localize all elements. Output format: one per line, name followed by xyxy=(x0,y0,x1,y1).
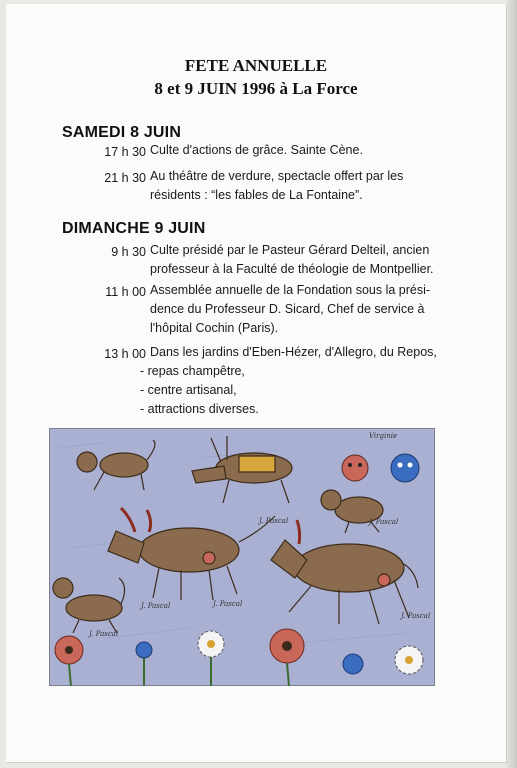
activity-item: - centre artisanal, xyxy=(140,383,237,397)
signature: J. Pascal xyxy=(259,517,289,525)
signature: J. Pascal xyxy=(89,630,119,638)
signature: J. Pascal xyxy=(369,518,399,526)
event-dates: 8 et 9 JUIN 1996 à La Force xyxy=(154,79,358,98)
event-line: Culte présidé par le Pasteur Gérard Delteil, ancien xyxy=(150,243,430,257)
childrens-drawing-illustration xyxy=(49,428,435,686)
event-description xyxy=(150,141,440,160)
event-time: 17 h 30 xyxy=(104,145,146,159)
day-heading-samedi: SAMEDI 8 JUIN xyxy=(62,124,182,141)
event-line: résidents : “les fables de La Fontaine”. xyxy=(150,188,363,202)
signature: J. Pascal xyxy=(141,602,171,610)
activities-list xyxy=(140,362,430,419)
event-time: 9 h 30 xyxy=(111,245,146,259)
signature: Virginie xyxy=(369,432,398,440)
event-description xyxy=(150,241,440,279)
event-line: Culte d'actions de grâce. Sainte Cène. xyxy=(150,143,363,157)
event-line: Dans les jardins d'Eben-Hézer, d'Allegro, du Repos, xyxy=(150,345,437,359)
event-title: FETE ANNUELLE xyxy=(184,56,328,75)
page-binding-edge xyxy=(507,0,517,768)
event-description xyxy=(150,343,440,362)
event-description xyxy=(150,167,440,205)
event-line: professeur à la Faculté de théologie de Montpellier. xyxy=(150,262,434,276)
signature: J. Pascal xyxy=(401,612,431,620)
activity-item: - attractions diverses. xyxy=(140,402,259,416)
document-page xyxy=(6,4,506,762)
event-line: dence du Professeur D. Sicard, Chef de service à xyxy=(150,302,425,316)
event-line: Au théâtre de verdure, spectacle offert par les xyxy=(150,169,404,183)
event-time: 13 h 00 xyxy=(104,347,146,361)
event-time: 21 h 30 xyxy=(104,171,146,185)
event-line: Assemblée annuelle de la Fondation sous la prési- xyxy=(150,283,431,297)
event-time: 11 h 00 xyxy=(105,285,146,299)
event-line: l'hôpital Cochin (Paris). xyxy=(150,321,279,335)
signature: J. Pascal xyxy=(213,600,243,608)
event-description xyxy=(150,281,440,338)
activity-item: - repas champêtre, xyxy=(140,364,245,378)
day-heading-dimanche: DIMANCHE 9 JUIN xyxy=(62,220,206,237)
